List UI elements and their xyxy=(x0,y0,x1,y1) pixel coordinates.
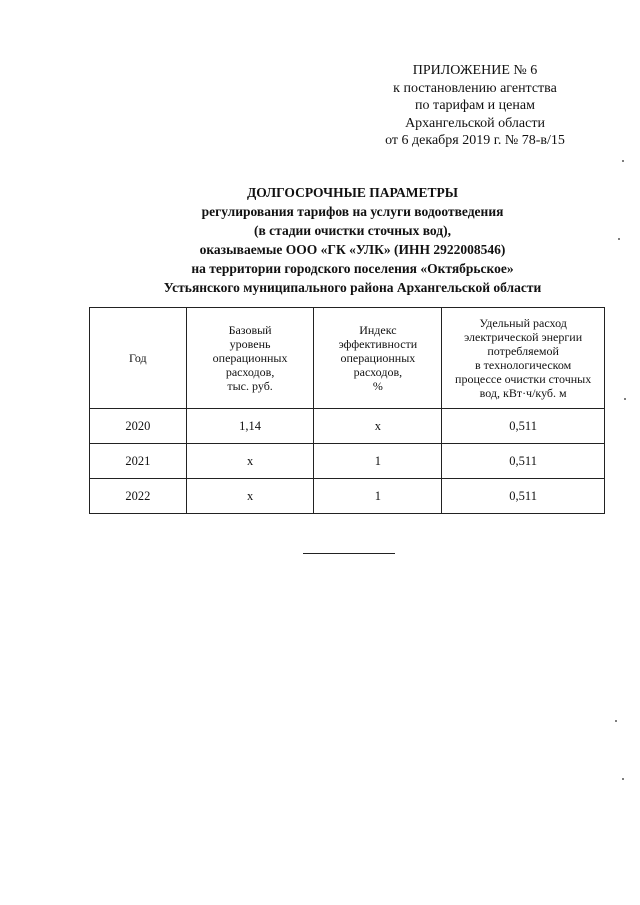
scan-speck xyxy=(618,238,620,240)
cell-year: 2021 xyxy=(90,444,187,479)
cell-base-costs: х xyxy=(186,444,314,479)
title-line: регулирования тарифов на услуги водоотведения xyxy=(201,204,504,219)
scan-speck xyxy=(624,398,626,400)
cell-base-costs: 1,14 xyxy=(186,409,314,444)
cell-efficiency-index: 1 xyxy=(314,444,442,479)
cell-year: 2020 xyxy=(90,409,187,444)
cell-energy-consumption: 0,511 xyxy=(442,444,605,479)
title-line: (в стадии очистки сточных вод), xyxy=(254,223,451,238)
document-title xyxy=(80,183,625,297)
cell-energy-consumption: 0,511 xyxy=(442,479,605,514)
title-line: Устьянского муниципального района Архангельской области xyxy=(163,280,542,295)
appendix-line: Архангельской области xyxy=(405,115,545,131)
cell-year: 2022 xyxy=(90,479,187,514)
appendix-line: к постановлению агентства xyxy=(393,80,557,96)
appendix-block xyxy=(350,62,600,150)
parameters-table xyxy=(89,307,605,514)
header-efficiency-index: Индекс эффективности операционных расходов, % xyxy=(314,308,442,409)
cell-base-costs: х xyxy=(186,479,314,514)
table-row xyxy=(90,409,605,444)
cell-efficiency-index: 1 xyxy=(314,479,442,514)
title-line: оказываемые ООО «ГК «УЛК» (ИНН 2922008546) xyxy=(199,242,506,257)
cell-efficiency-index: х xyxy=(314,409,442,444)
header-year: Год xyxy=(90,308,187,409)
table-header-row xyxy=(90,308,605,409)
title-heading: ДОЛГОСРОЧНЫЕ ПАРАМЕТРЫ xyxy=(247,185,458,200)
appendix-line: по тарифам и ценам xyxy=(415,98,535,113)
appendix-date: от 6 декабря 2019 г. № 78-в/15 xyxy=(385,133,565,148)
title-line: на территории городского поселения «Октябрьское» xyxy=(191,261,514,276)
scan-speck xyxy=(622,778,624,780)
cell-energy-consumption: 0,511 xyxy=(442,409,605,444)
table-row xyxy=(90,479,605,514)
scan-speck xyxy=(622,160,624,162)
header-energy-consumption: Удельный расход электрической энергии потребляемой в технологическом процессе очистки сточных вод, кВт·ч/куб. м xyxy=(442,308,605,409)
appendix-number: ПРИЛОЖЕНИЕ № 6 xyxy=(412,63,538,78)
scan-speck xyxy=(615,720,617,722)
closing-divider xyxy=(303,553,395,554)
header-base-costs: Базовый уровень операционных расходов, тыс. руб. xyxy=(186,308,314,409)
table-row xyxy=(90,444,605,479)
